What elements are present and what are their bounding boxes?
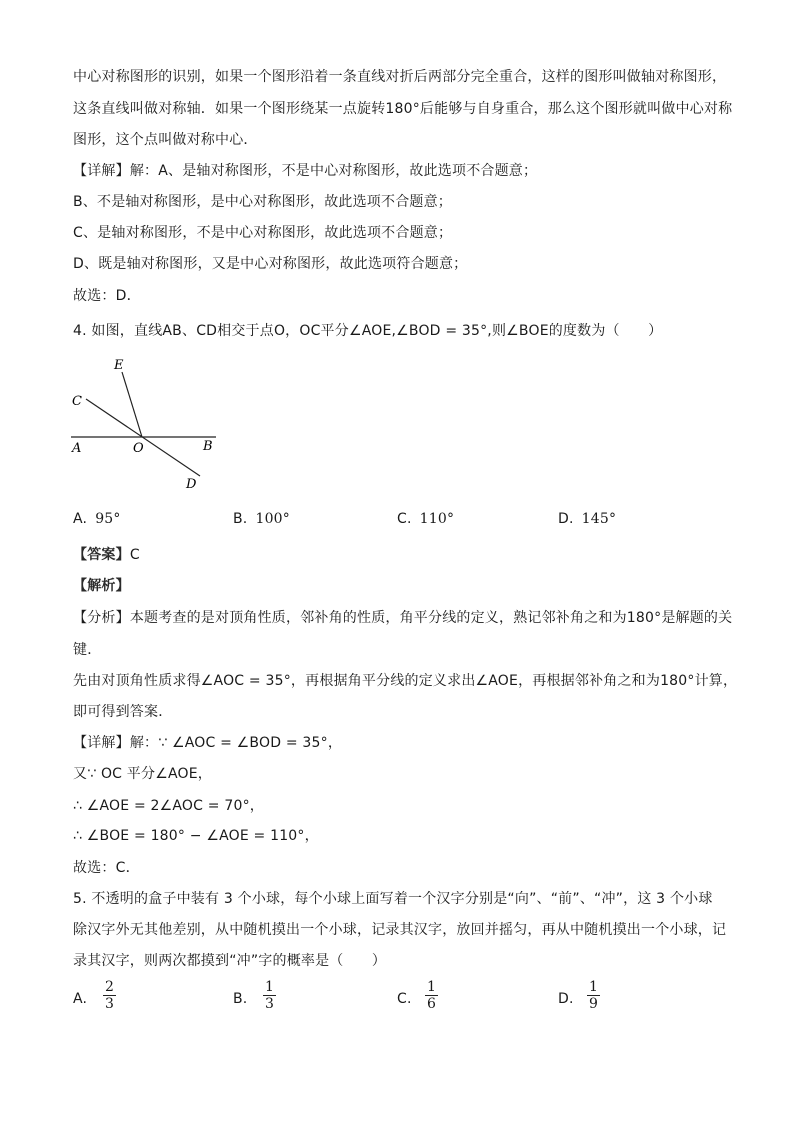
fenxi-text: 本题考查的是对顶角性质，邻补角的性质，角平分线的定义，熟记邻补角之和为180°是解题的关: [129, 610, 733, 626]
q5-option-d-letter: D.: [558, 991, 574, 1007]
option-c-value: 110°: [419, 511, 455, 527]
q5-option-a-numerator: 2: [105, 979, 115, 995]
q4-detail-line-3: ∴ ∠AOE = 2∠AOC = 70°，: [73, 798, 264, 814]
question-5-line-2: 除汉字外无其他差别，从中随机摸出一个小球，记录其汉字，放回并摇匀，再从中随机摸出一个小球，记: [73, 922, 727, 938]
detail-text: 解：A、是轴对称图形，不是中心对称图形，故此选项不合题意；: [129, 163, 538, 179]
q5-option-c-numerator: 1: [427, 979, 437, 995]
jiexi-line: [73, 576, 733, 596]
method-line-2: 即可得到答案．: [73, 704, 173, 720]
detail-line-d: D、既是轴对称图形，又是中心对称图形，故此选项符合题意；: [73, 256, 468, 272]
answer-tag: 【答案】: [73, 547, 130, 563]
option-b-value: 100°: [255, 511, 290, 527]
q4-detail-tag: 【详解】: [73, 735, 130, 751]
q4-detail-text: 解：∵ ∠AOC = ∠BOD = 35°，: [129, 735, 343, 751]
label-o: O: [133, 441, 144, 456]
answer-value: C: [129, 547, 140, 563]
question-5-options: [73, 979, 733, 1019]
question-5-line-3: 录其汉字，则两次都摸到“冲”字的概率是（ ）: [73, 953, 387, 969]
question-5-line-1: 5. 不透明的盒子中装有 3 个小球，每个小球上面写着一个汉字分别是“向”、“前”、“冲”，这 3 个小球: [73, 891, 713, 907]
q5-option-c: [397, 989, 412, 1009]
ray-oe: [122, 372, 142, 437]
fenxi-line-2: 键．: [73, 642, 102, 658]
q5-option-b-fraction: [263, 979, 276, 1012]
q5-option-a: [73, 989, 87, 1009]
q5-option-d-numerator: 1: [589, 979, 599, 995]
q5-option-c-letter: C.: [397, 991, 412, 1007]
q5-option-d-denominator: 9: [589, 996, 599, 1012]
option-c: [397, 509, 454, 529]
detail-line-a: [73, 161, 733, 181]
label-d: D: [186, 477, 197, 492]
q4-detail-line-1: [73, 733, 733, 753]
q4-detail-line-2: 又∵ OC 平分∠AOE，: [73, 766, 212, 782]
label-e: E: [114, 358, 124, 373]
label-b: B: [203, 439, 213, 454]
q4-choice-line: 故选：C．: [73, 860, 140, 876]
question-4-stem: 4. 如图，直线AB、CD相交于点O，OC平分∠AOE,∠BOD = 35°,则∠BOE的度数为（ ）: [73, 323, 663, 339]
q5-option-b: [233, 989, 247, 1009]
fenxi-tag: 【分析】: [73, 610, 130, 626]
method-line-1: 先由对顶角性质求得∠AOC = 35°，再根据角平分线的定义求出∠AOE，再根据邻补角之和为180°计算，: [73, 673, 738, 689]
q5-option-b-letter: B.: [233, 991, 248, 1007]
q5-option-d-fraction: [587, 979, 600, 1012]
analysis-line-3: 图形，这个点叫做对称中心．: [73, 132, 258, 148]
option-a-value: 95°: [95, 511, 121, 527]
geometry-figure: [66, 352, 226, 492]
q5-option-b-numerator: 1: [265, 979, 275, 995]
q5-option-a-letter: A.: [73, 991, 88, 1007]
option-a-letter: A.: [73, 511, 88, 527]
intersecting-lines-diagram: [66, 352, 226, 492]
detail-line-b: B、不是轴对称图形，是中心对称图形，故此选项不合题意；: [73, 194, 453, 210]
label-a: A: [72, 441, 82, 456]
choice-line: 故选：D．: [73, 288, 141, 304]
q4-detail-line-4: ∴ ∠BOE = 180° − ∠AOE = 110°，: [73, 828, 319, 844]
question-4-options: [73, 509, 733, 529]
detail-tag: 【详解】: [73, 163, 130, 179]
option-d-letter: D.: [558, 511, 574, 527]
option-a: [73, 509, 121, 529]
q5-option-b-denominator: 3: [265, 996, 275, 1012]
q5-option-a-denominator: 3: [105, 996, 115, 1012]
fenxi-line-1: [73, 608, 733, 628]
option-b-letter: B.: [233, 511, 248, 527]
option-c-letter: C.: [397, 511, 412, 527]
analysis-line-1: 中心对称图形的识别，如果一个图形沿着一条直线对折后两部分完全重合，这样的图形叫做轴对称图形，: [73, 69, 727, 85]
label-c: C: [72, 394, 82, 409]
q5-option-a-fraction: [103, 979, 116, 1012]
analysis-line-2: 这条直线叫做对称轴．如果一个图形绕某一点旋转180°后能够与自身重合，那么这个图形就叫做中心对称: [73, 101, 733, 117]
q5-option-d: [558, 989, 574, 1009]
answer-line: [73, 545, 733, 565]
option-b: [233, 509, 290, 529]
jiexi-tag: 【解析】: [73, 578, 130, 594]
q5-option-c-denominator: 6: [427, 996, 437, 1012]
option-d: [558, 509, 616, 529]
q5-option-c-fraction: [425, 979, 438, 1012]
detail-line-c: C、是轴对称图形，不是中心对称图形，故此选项不合题意；: [73, 225, 453, 241]
option-d-value: 145°: [581, 511, 617, 527]
